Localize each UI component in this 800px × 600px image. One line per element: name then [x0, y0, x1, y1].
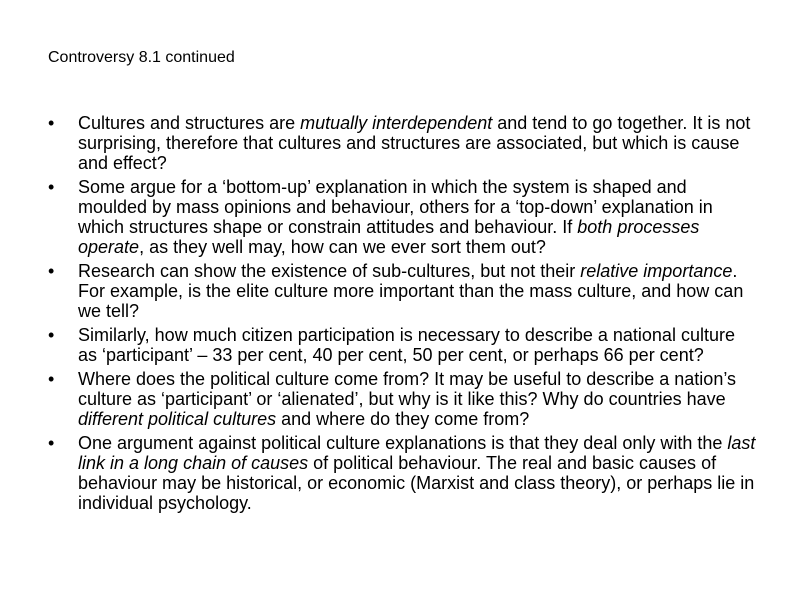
- emphasized-text: mutually interdependent: [300, 113, 493, 133]
- text-segment: Research can show the existence of sub-cultures, but not their: [78, 261, 581, 281]
- text-segment: and where do they come from?: [276, 409, 530, 429]
- bullet-icon: •: [48, 261, 55, 281]
- emphasized-text: both processes operate: [78, 217, 700, 257]
- emphasized-text: last link in a long chain of causes: [78, 433, 756, 473]
- bullet-icon: •: [48, 177, 55, 197]
- emphasized-text: different political cultures: [78, 409, 277, 429]
- bullet-icon: •: [48, 325, 55, 345]
- bullet-text: [78, 113, 758, 173]
- emphasized-text: relative importance: [580, 261, 733, 281]
- bullet-item: [48, 261, 758, 321]
- bullet-item: [48, 113, 758, 173]
- text-segment: , as they well may, how can we ever sort them out?: [139, 237, 546, 257]
- text-segment: Cultures and structures are: [78, 113, 301, 133]
- text-segment: One argument against political culture explanations is that they deal only with the: [78, 433, 728, 453]
- text-segment: . For example, is the elite culture more important than the mass culture, and how can we tell?: [78, 261, 744, 321]
- bullet-icon: •: [48, 433, 55, 453]
- bullet-item: [48, 177, 758, 257]
- bullet-item: [48, 369, 758, 429]
- bullet-text: [78, 261, 758, 321]
- text-segment: of political behaviour. The real and basic causes of behaviour may be historical, or economic (Marxist and class theory), or perhaps lie in individual psychology.: [78, 453, 755, 513]
- bullet-icon: •: [48, 113, 55, 133]
- bullet-item: [48, 325, 758, 365]
- text-segment: Similarly, how much citizen participation is necessary to describe a national culture as ‘participant’ – 33 per cent, 40 per cent, 50 per cent, or perhaps 66 per cent?: [78, 325, 735, 365]
- bullet-text: [78, 369, 758, 429]
- bullet-text: [78, 177, 758, 257]
- bullet-list: [48, 113, 758, 517]
- text-segment: Some argue for a ‘bottom-up’ explanation in which the system is shaped and moulded by mass opinions and behaviour, others for a ‘top-down’ explanation in which structures shape or constrain attitudes and behaviour. If: [78, 177, 713, 237]
- bullet-icon: •: [48, 369, 55, 389]
- bullet-text: [78, 325, 758, 365]
- slide-title: Controversy 8.1 continued: [48, 49, 235, 66]
- bullet-item: [48, 433, 758, 513]
- text-segment: Where does the political culture come from? It may be useful to describe a nation’s culture as ‘participant’ or ‘alienated’, but why is it like this? Why do countries have: [78, 369, 737, 409]
- bullet-text: [78, 433, 758, 513]
- text-segment: and tend to go together. It is not surprising, therefore that cultures and structures are associated, but which is cause and effect?: [78, 113, 751, 173]
